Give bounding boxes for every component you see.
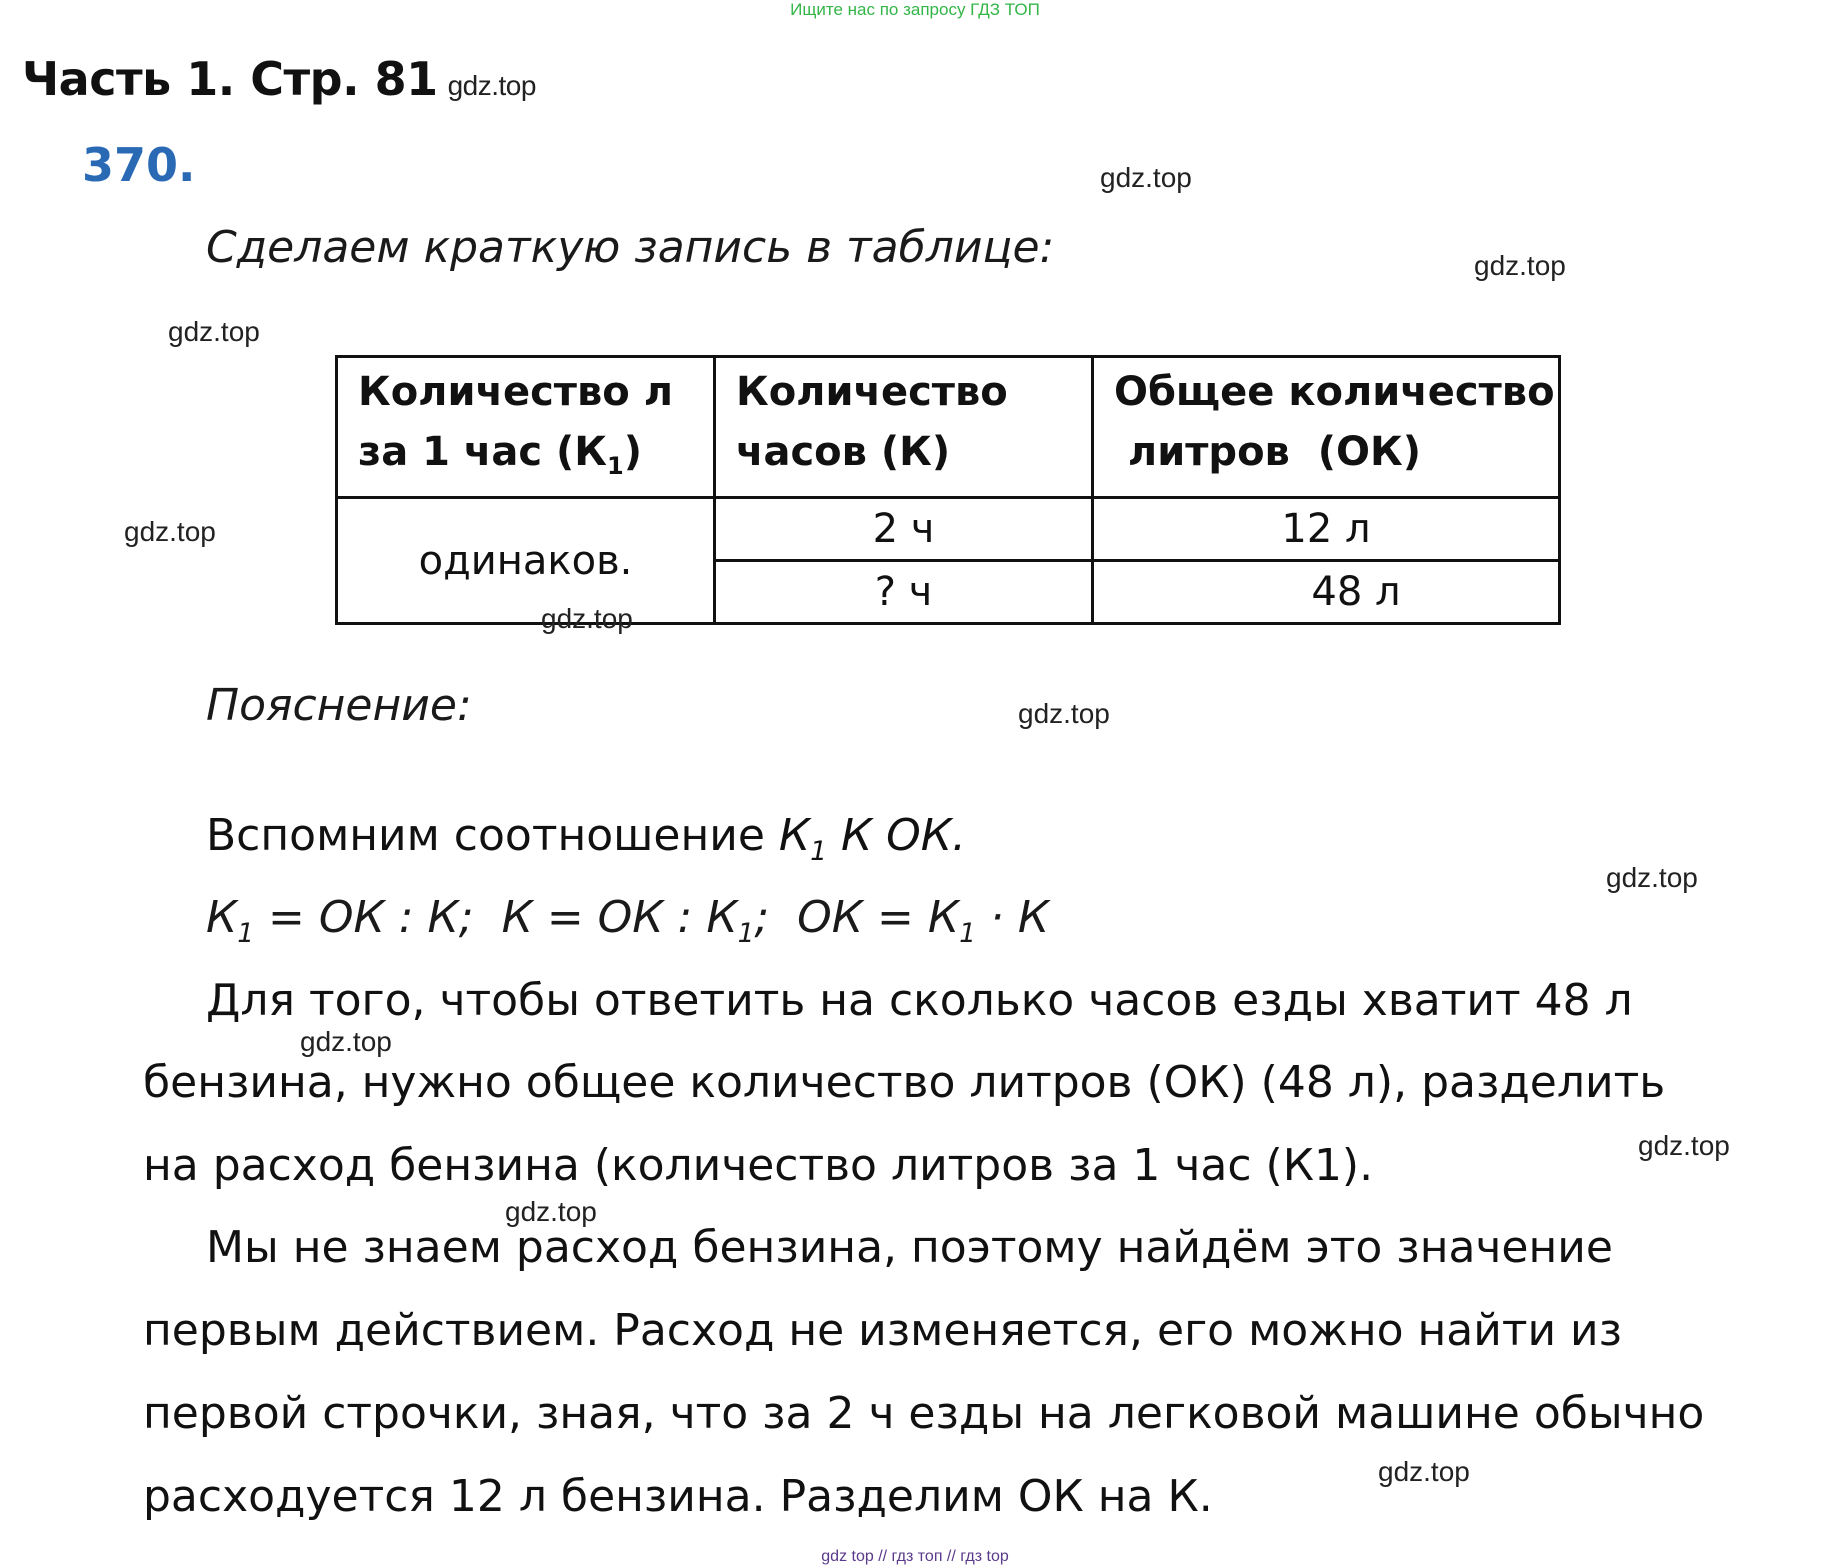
watermark: gdz.top xyxy=(541,603,633,634)
page-title-text: Часть 1. Стр. 81 xyxy=(22,52,438,106)
watermark: gdz.top xyxy=(168,316,260,347)
cell-total: 12 л xyxy=(1093,498,1560,561)
watermark: gdz.top xyxy=(505,1196,597,1227)
watermark: gdz.top xyxy=(124,516,216,547)
header-liters-per-hour: Количество л за 1 час $(К_1)$ xyxy=(337,357,715,498)
watermark: gdz.top xyxy=(1378,1456,1470,1487)
cell-hours: 2 ч xyxy=(715,498,1093,561)
watermark: gdz.top xyxy=(300,1026,392,1057)
top-banner: Ищите нас по запросу ГДЗ ТОП xyxy=(790,0,1040,19)
watermark: gdz.top xyxy=(1474,250,1566,281)
summary-table xyxy=(335,355,1561,625)
header-total-liters: Общее количество литров (ОК) xyxy=(1093,357,1560,498)
watermark: gdz.top xyxy=(1100,162,1192,193)
cell-hours: ? ч xyxy=(715,561,1093,624)
cell-total: 48 л xyxy=(1093,561,1560,624)
table-row xyxy=(337,498,1560,561)
watermark: gdz.top xyxy=(1638,1130,1730,1161)
watermark: gdz.top xyxy=(447,70,536,101)
watermark: gdz.top xyxy=(1606,862,1698,893)
page-title xyxy=(22,52,536,106)
task-number: 370. xyxy=(82,138,196,192)
paragraph-line: Для того, чтобы ответить на сколько часов езды хватит 48 л xyxy=(206,975,1633,1026)
paragraph-line: расходуется 12 л бензина. Разделим ОК на К. xyxy=(143,1471,1213,1522)
footer-links[interactable]: gdz top // гдз топ // гдз top xyxy=(821,1548,1009,1565)
paragraph-line: Мы не знаем расход бензина, поэтому найдём это значение xyxy=(206,1222,1613,1273)
explanation-heading: Пояснение: xyxy=(206,680,472,731)
formula-line: $К_1$ = ОК : К; К = ОК : $К_1$; ОК = $К_1 \cdot К$ xyxy=(206,892,1050,949)
paragraph-line: первой строчки, зная, что за 2 ч езды на легковой машине обычно xyxy=(143,1388,1705,1439)
relation-line: Вспомним соотношение $К_1$ К ОК. xyxy=(206,810,967,867)
table-header-row xyxy=(337,357,1560,498)
header-hours: Количество часов (К) xyxy=(715,357,1093,498)
intro-text: Сделаем краткую запись в таблице: xyxy=(206,222,1055,273)
paragraph-line: первым действием. Расход не изменяется, его можно найти из xyxy=(143,1305,1623,1356)
paragraph-line: на расход бензина (количество литров за 1 час (К1). xyxy=(143,1140,1374,1191)
paragraph-line: бензина, нужно общее количество литров (ОК) (48 л), разделить xyxy=(143,1057,1666,1108)
cell-same: одинаков. xyxy=(337,498,715,624)
watermark: gdz.top xyxy=(1018,698,1110,729)
